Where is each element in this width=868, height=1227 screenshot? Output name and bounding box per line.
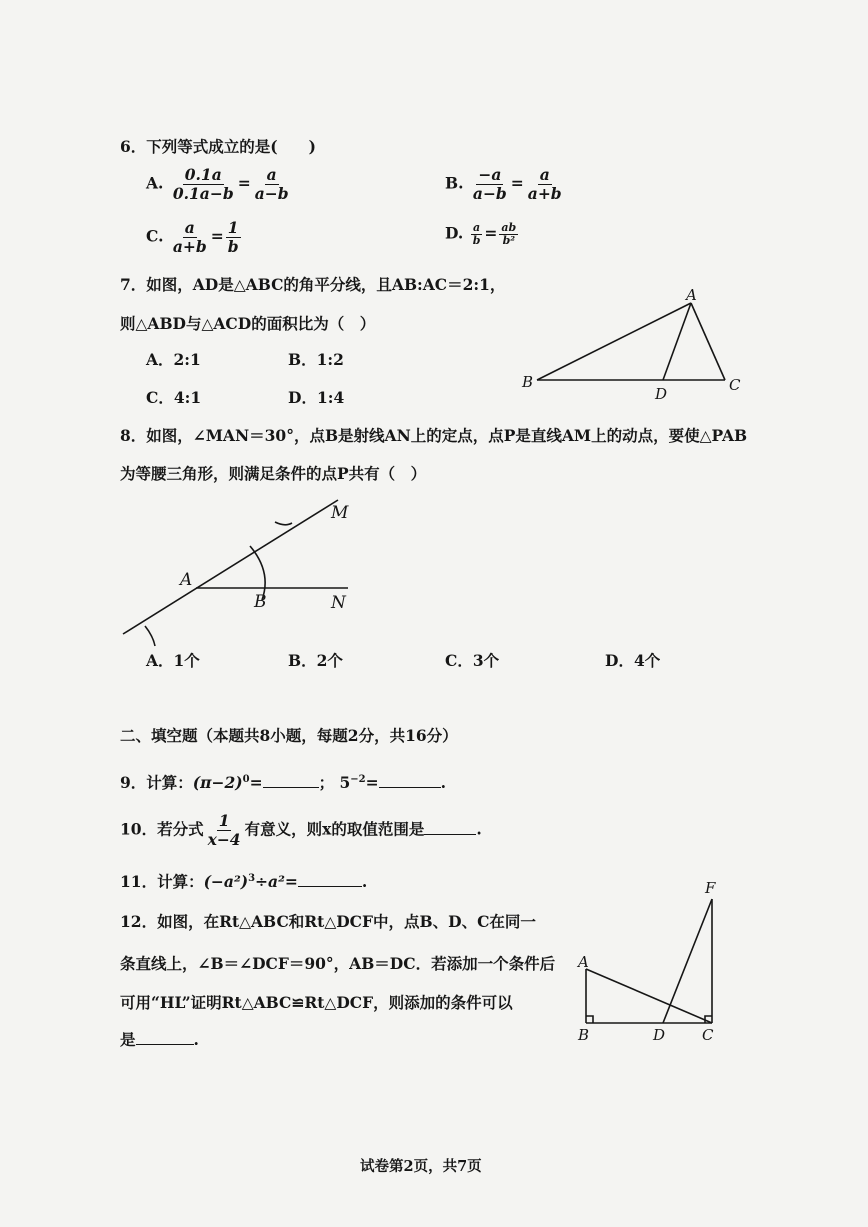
q7-label-b: B bbox=[522, 373, 534, 391]
q6-option-b: B. $\frac{-a}{a-b}$ = $\frac{a}{a+b}$ bbox=[445, 165, 562, 203]
q7-option-b: B．1:2 bbox=[288, 350, 344, 369]
q7-line1: 7．如图，AD是△ABC的角平分线，且AB:AC＝2:1， bbox=[120, 275, 506, 294]
q6-option-a: A. $\frac{0.1a}{0.1a-b}$ = $\frac{a}{a-b}$ bbox=[146, 165, 289, 203]
q7-option-c: C．4:1 bbox=[146, 388, 202, 407]
q8-label-n: N bbox=[331, 593, 346, 613]
q12-label-b: B bbox=[578, 1026, 590, 1044]
q12-label-f: F bbox=[705, 879, 716, 897]
q12-label-c: C bbox=[702, 1026, 714, 1044]
q12-line1: 12．如图，在Rt△ABC和Rt△DCF中，点B、D、C在同一 bbox=[120, 912, 536, 931]
q7-option-a: A．2:1 bbox=[146, 350, 201, 369]
q8-line1: 8．如图，∠MAN＝30°，点B是射线AN上的定点，点P是直线AM上的动点，要使△PAB bbox=[120, 426, 748, 445]
q8-option-c: C．3个 bbox=[445, 651, 500, 670]
option-label: D. bbox=[445, 223, 464, 243]
option-label: C. bbox=[146, 226, 164, 246]
q6-stem: 6．下列等式成立的是( ) bbox=[120, 137, 316, 156]
q7-label-c: C bbox=[729, 376, 741, 394]
option-label: B. bbox=[445, 173, 464, 193]
q10: 10．若分式 $\frac{1}{x-4}$ 有意义，则x的取值范围是 . bbox=[120, 811, 482, 849]
q12-line2: 条直线上，∠B＝∠DCF＝90°，AB＝DC．若添加一个条件后 bbox=[120, 954, 556, 973]
q9: 9．计算：$(\pi-2)^0=$ ； $5^{-2}=$ . bbox=[120, 773, 447, 793]
q8-option-d: D．4个 bbox=[605, 651, 661, 670]
section-title: 二、填空题（本题共8小题，每题2分，共16分） bbox=[120, 726, 458, 745]
q8-line2: 为等腰三角形，则满足条件的点P共有（ ） bbox=[120, 464, 427, 483]
q8-label-b: B bbox=[254, 592, 267, 612]
page-footer: 试卷第2页，共7页 bbox=[360, 1158, 482, 1175]
q8-option-a: A．1个 bbox=[146, 651, 200, 670]
q7-label-a: A bbox=[686, 286, 697, 304]
q12-label-d: D bbox=[653, 1026, 666, 1044]
q7-line2: 则△ABD与△ACD的面积比为（ ） bbox=[120, 314, 376, 333]
q11: 11．计算：$(-a^2)^3\div a^2=$ . bbox=[120, 872, 368, 892]
q12-line3: 可用“HL”证明Rt△ABC≌Rt△DCF，则添加的条件可以 bbox=[120, 993, 513, 1012]
q6-option-c: C. $\frac{a}{a+b}$ = $\frac{1}{b}$ bbox=[146, 218, 239, 256]
q8-option-b: B．2个 bbox=[288, 651, 343, 670]
q12-line4: 是 . bbox=[120, 1030, 199, 1049]
option-label: A. bbox=[146, 173, 164, 193]
q7-label-d: D bbox=[655, 385, 668, 403]
q7-option-d: D．1:4 bbox=[288, 388, 345, 407]
q8-label-a: A bbox=[180, 570, 193, 590]
q12-label-a: A bbox=[578, 953, 589, 971]
q6-option-d: D. $\frac{a}{b}$ = $\frac{ab}{\text{b²}}$ bbox=[445, 221, 517, 247]
q8-label-m: M bbox=[331, 503, 349, 523]
